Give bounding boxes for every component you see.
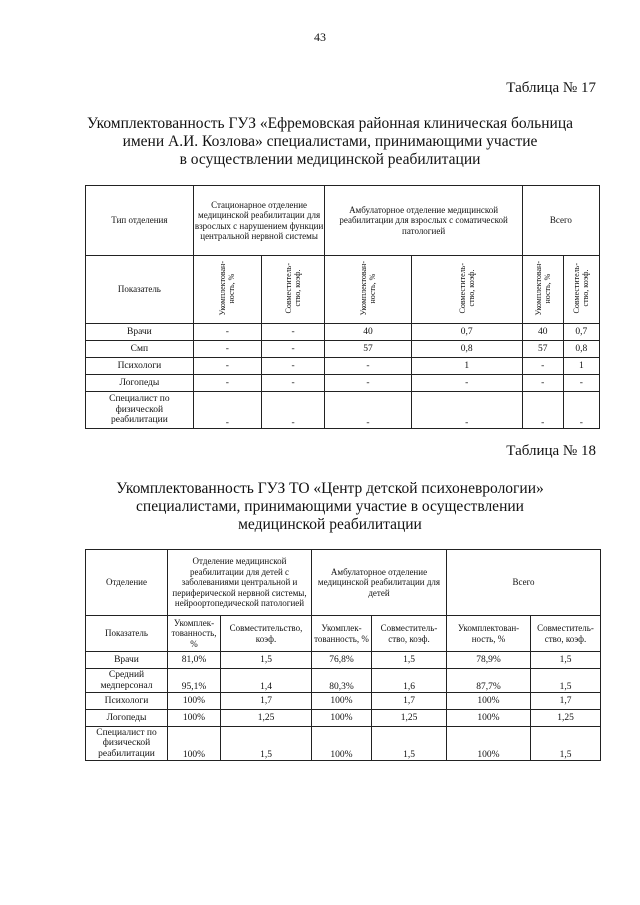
row-label: Смп (86, 341, 194, 358)
row-label: Логопеды (86, 710, 168, 727)
header-total: Всего (447, 550, 601, 616)
cell: 40 (522, 324, 563, 341)
cell: 1,25 (221, 710, 312, 727)
table-row (86, 652, 601, 669)
table-18-caption (60, 480, 600, 534)
cell: 95,1% (168, 669, 221, 693)
subheader-part-time: Совместитель-ство, коэф. (531, 616, 601, 652)
table-row (86, 341, 600, 358)
cell: 76,8% (312, 652, 372, 669)
header-indicator: Показатель (86, 616, 168, 652)
cell: 1,7 (531, 693, 601, 710)
cell: - (193, 392, 261, 429)
cell: - (261, 375, 325, 392)
header-total: Всего (522, 186, 599, 256)
caption-line: Укомплектованность ГУЗ ТО «Центр детской психоневрологии» (116, 480, 544, 497)
table-row (86, 375, 600, 392)
cell: - (261, 358, 325, 375)
table-row (86, 392, 600, 429)
subheader-part-time: Совместитель- ство, коэф. (572, 263, 591, 314)
subheader-part-time: Совместительство, коэф. (221, 616, 312, 652)
cell: 100% (168, 727, 221, 761)
table-row (86, 324, 600, 341)
cell: - (261, 324, 325, 341)
cell: 1,6 (372, 669, 447, 693)
row-label: Специалист по физической реабилитации (86, 727, 168, 761)
cell: 1,4 (221, 669, 312, 693)
subheader-staffing: Укомплектован-ность, % (447, 616, 531, 652)
caption-line: в осуществлении медицинской реабилитации (179, 151, 481, 168)
subheader-part-time: Совместитель-ство, коэф. (372, 616, 447, 652)
table-row (86, 669, 601, 693)
cell: 1 (563, 358, 599, 375)
cell: 100% (312, 693, 372, 710)
cell: 1,5 (221, 727, 312, 761)
cell: 0,8 (411, 341, 522, 358)
cell: 1,5 (372, 652, 447, 669)
caption-line: медицинской реабилитации (238, 516, 422, 533)
row-label: Психологи (86, 358, 194, 375)
cell: 100% (312, 710, 372, 727)
cell: - (563, 375, 599, 392)
header-neuro-rehab: Отделение медицинской реабилитации для детей с заболеваниями центральной и периферической нервной системы, нейроортопедической патологией (168, 550, 312, 616)
table-17-caption (60, 115, 600, 169)
header-inpatient: Стационарное отделение медицинской реабилитации для взрослых с нарушением функции центральной нервной системы (193, 186, 325, 256)
cell: 0,7 (411, 324, 522, 341)
cell: 78,9% (447, 652, 531, 669)
cell: - (411, 392, 522, 429)
row-label: Средний медперсонал (86, 669, 168, 693)
subheader-staffing: Укомплектован- ность, % (218, 260, 237, 316)
cell: 100% (168, 693, 221, 710)
cell: 1,5 (531, 727, 601, 761)
page-number: 43 (314, 30, 326, 44)
cell: 0,8 (563, 341, 599, 358)
cell: - (522, 358, 563, 375)
cell: - (193, 324, 261, 341)
cell: 0,7 (563, 324, 599, 341)
table-row (86, 710, 601, 727)
subheader-part-time: Совместитель- ство, коэф. (284, 263, 303, 314)
cell: 87,7% (447, 669, 531, 693)
header-type: Тип отделения (86, 186, 194, 256)
table-17-label: Таблица № 17 (506, 80, 596, 96)
cell: 1,5 (531, 669, 601, 693)
caption-line: Укомплектованность ГУЗ «Ефремовская районная клиническая больница (86, 115, 574, 132)
cell: - (193, 358, 261, 375)
table-18 (85, 549, 601, 761)
cell: 80,3% (312, 669, 372, 693)
header-indicator: Показатель (86, 256, 194, 324)
cell: 1,5 (372, 727, 447, 761)
cell: 1,7 (372, 693, 447, 710)
cell: - (411, 375, 522, 392)
cell: 100% (447, 710, 531, 727)
cell: 100% (168, 710, 221, 727)
row-label: Врачи (86, 324, 194, 341)
cell: 100% (447, 727, 531, 761)
cell: 1,7 (221, 693, 312, 710)
cell: - (193, 375, 261, 392)
cell: 100% (447, 693, 531, 710)
cell: - (563, 392, 599, 429)
cell: - (522, 375, 563, 392)
cell: - (325, 358, 411, 375)
cell: 81,0% (168, 652, 221, 669)
cell: 1,5 (221, 652, 312, 669)
cell: 1,5 (531, 652, 601, 669)
cell: 40 (325, 324, 411, 341)
cell: - (522, 392, 563, 429)
row-label: Врачи (86, 652, 168, 669)
cell: - (261, 341, 325, 358)
cell: - (193, 341, 261, 358)
cell: 57 (325, 341, 411, 358)
table-18-label: Таблица № 18 (506, 443, 596, 459)
cell: - (261, 392, 325, 429)
cell: 1 (411, 358, 522, 375)
cell: 57 (522, 341, 563, 358)
subheader-part-time: Совместитель- ство, коэф. (457, 263, 476, 314)
table-row (86, 727, 601, 761)
header-outpatient: Амбулаторное отделение медицинской реабилитации для взрослых с соматической патологией (325, 186, 522, 256)
cell: - (325, 375, 411, 392)
subheader-staffing: Укомплек-тованность, % (168, 616, 221, 652)
cell: 1,25 (372, 710, 447, 727)
table-17 (85, 185, 600, 429)
row-label: Специалист по физической реабилитации (86, 392, 194, 429)
subheader-staffing: Укомплек-тованность, % (312, 616, 372, 652)
row-label: Логопеды (86, 375, 194, 392)
cell: - (325, 392, 411, 429)
header-department: Отделение (86, 550, 168, 616)
caption-line: специалистами, принимающими участие в осуществлении (136, 498, 524, 515)
table-row (86, 358, 600, 375)
caption-line: имени А.И. Козлова» специалистами, принимающими участие (122, 133, 538, 150)
row-label: Психологи (86, 693, 168, 710)
subheader-staffing: Укомплектован- ность, % (359, 260, 377, 316)
table-row (86, 693, 601, 710)
subheader-staffing: Укомплектован- ность, % (533, 260, 552, 316)
cell: 1,25 (531, 710, 601, 727)
cell: 100% (312, 727, 372, 761)
header-outpatient: Амбулаторное отделение медицинской реабилитации для детей (312, 550, 447, 616)
